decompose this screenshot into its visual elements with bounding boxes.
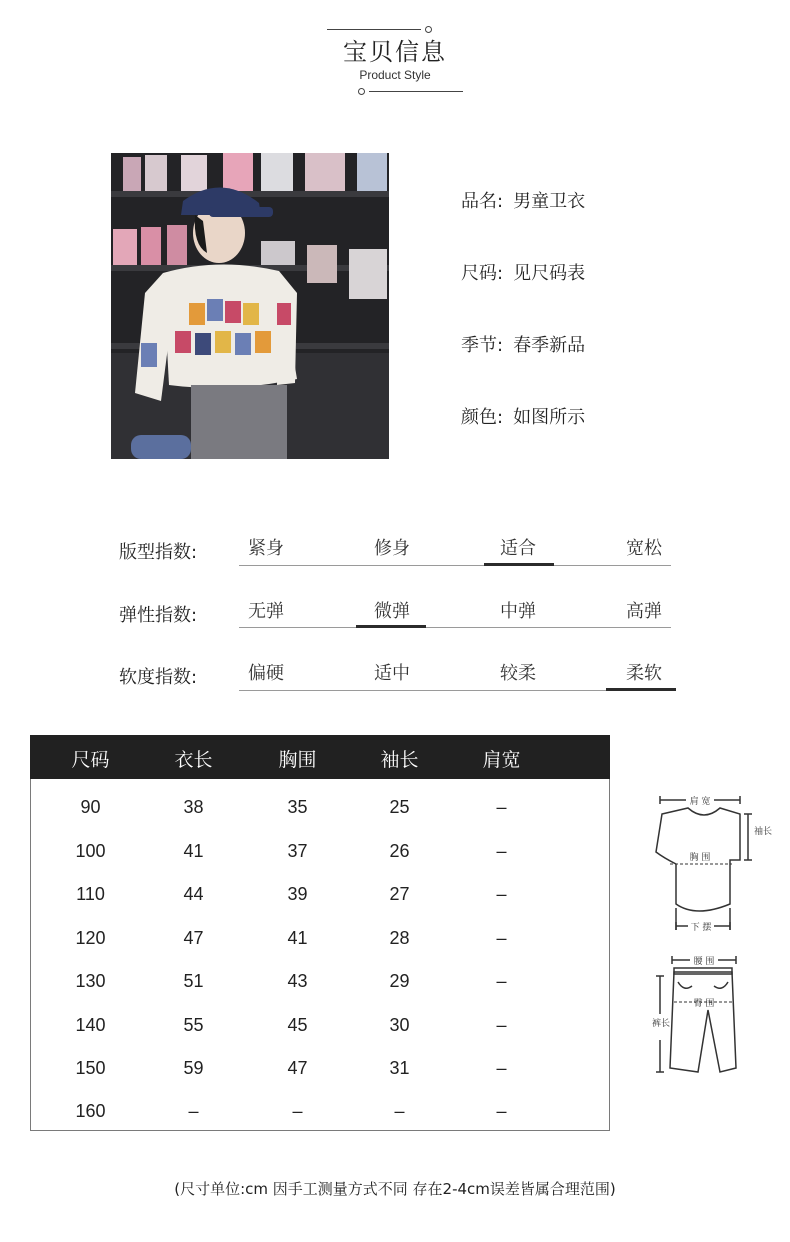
table-cell: 30 — [389, 1015, 410, 1035]
header-line-bottom — [369, 91, 463, 92]
product-photo-illustration — [111, 153, 389, 459]
table-cell: 25 — [389, 797, 410, 817]
table-cell: – — [496, 1058, 507, 1078]
table-cell: – — [496, 797, 507, 817]
measurement-note: (尺寸单位:cm 因手工测量方式不同 存在2-4cm误差皆属合理范围) — [174, 1180, 616, 1198]
info-value: 见尺码表 — [513, 263, 586, 284]
product-photo — [111, 153, 389, 459]
header-size: 尺码 — [71, 749, 110, 771]
table-cell: 110 — [76, 884, 105, 904]
table-cell: 51 — [183, 971, 204, 991]
table-cell: 31 — [389, 1058, 410, 1078]
table-cell: 41 — [183, 841, 204, 861]
header-line-top — [327, 29, 421, 30]
table-cell: 140 — [75, 1015, 106, 1035]
elasticity-index-line — [239, 627, 671, 628]
hem-label: 下 摆 — [690, 923, 712, 933]
table-cell: 44 — [183, 884, 204, 904]
table-cell: – — [496, 884, 507, 904]
table-cell: 39 — [287, 884, 308, 904]
top-measurement-diagram — [648, 794, 774, 940]
softness-option: 适中 — [374, 663, 410, 684]
waist-label: 腰 围 — [693, 957, 715, 967]
elasticity-option: 中弹 — [500, 601, 536, 622]
length-label: 裤长 — [652, 1019, 671, 1029]
table-cell: – — [496, 1015, 507, 1035]
info-key: 季节: — [461, 335, 504, 356]
fit-option: 宽松 — [626, 538, 662, 559]
hip-label: 臀 围 — [693, 999, 715, 1009]
table-cell: 27 — [389, 884, 410, 904]
chest-label: 胸 围 — [689, 853, 711, 863]
sleeve-label-char: 袖长 — [754, 827, 773, 837]
info-key: 颜色: — [461, 407, 504, 428]
info-row-season — [461, 331, 585, 357]
table-cell: 47 — [183, 928, 204, 948]
fit-option: 修身 — [374, 538, 410, 559]
info-key: 尺码: — [461, 263, 504, 284]
fit-option: 紧身 — [248, 538, 284, 559]
table-cell: 55 — [183, 1015, 204, 1035]
elasticity-option-selected: 微弹 — [374, 601, 410, 622]
table-cell: – — [496, 841, 507, 861]
header-sleeve: 袖长 — [380, 749, 419, 771]
info-row-color — [461, 403, 585, 429]
header-shoulder: 肩宽 — [482, 749, 521, 771]
fit-index-line — [239, 565, 671, 566]
table-cell: – — [496, 928, 507, 948]
table-cell: – — [188, 1101, 199, 1121]
table-cell: 37 — [287, 841, 308, 861]
sleeve-label — [754, 825, 772, 837]
table-cell: – — [292, 1101, 303, 1121]
table-cell: 45 — [287, 1015, 308, 1035]
elasticity-option: 高弹 — [626, 601, 662, 622]
table-cell: 35 — [287, 797, 308, 817]
elasticity-index-label: 弹性指数: — [119, 605, 198, 626]
header-dot-bottom — [358, 88, 365, 95]
table-cell: 160 — [75, 1101, 106, 1121]
shoulder-label: 肩 宽 — [689, 797, 711, 807]
softness-index-label: 软度指数: — [119, 667, 198, 688]
table-cell: – — [496, 971, 507, 991]
softness-option: 偏硬 — [248, 663, 284, 684]
fit-option-selected: 适合 — [500, 538, 536, 559]
table-cell: 41 — [287, 928, 308, 948]
table-cell: 28 — [389, 928, 410, 948]
softness-option-selected: 柔软 — [626, 663, 662, 684]
table-cell: 43 — [287, 971, 308, 991]
table-cell: 29 — [389, 971, 410, 991]
elasticity-option: 无弹 — [248, 601, 284, 622]
fit-index-label: 版型指数: — [119, 542, 198, 563]
table-cell: 130 — [75, 971, 106, 991]
table-cell: 47 — [287, 1058, 308, 1078]
info-value: 男童卫衣 — [513, 191, 586, 212]
info-key: 品名: — [461, 191, 504, 212]
info-row-size — [461, 259, 585, 285]
softness-index-marker — [606, 688, 676, 691]
page-title: 宝贝信息 — [343, 38, 447, 66]
table-cell: 100 — [75, 841, 106, 861]
elasticity-index-marker — [356, 625, 426, 628]
info-row-name — [461, 187, 585, 213]
header-length: 衣长 — [174, 749, 213, 771]
page-subtitle: Product Style — [359, 68, 431, 82]
info-value: 春季新品 — [513, 335, 586, 356]
info-value: 如图所示 — [513, 407, 586, 428]
header-chest: 胸围 — [278, 749, 317, 771]
softness-option: 较柔 — [500, 663, 536, 684]
table-cell: 38 — [183, 797, 204, 817]
table-cell: – — [496, 1101, 507, 1121]
table-cell: 59 — [183, 1058, 204, 1078]
table-cell: 120 — [75, 928, 106, 948]
table-cell: 90 — [80, 797, 101, 817]
pants-measurement-diagram — [648, 952, 758, 1082]
table-cell: 150 — [75, 1058, 106, 1078]
table-cell: 26 — [389, 841, 410, 861]
fit-index-marker — [484, 563, 554, 566]
table-cell: – — [394, 1101, 405, 1121]
